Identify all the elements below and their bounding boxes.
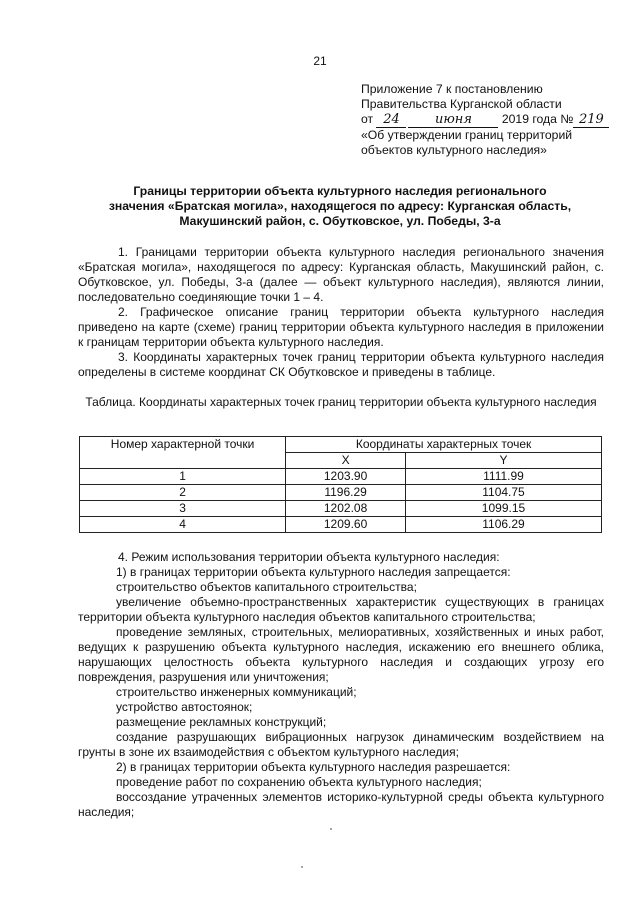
title-line-2: значения «Братская могила», находящегося по адресу: Курганская область,	[108, 199, 572, 213]
header-point-number: Номер характерной точки	[80, 437, 286, 469]
appendix-line-2: Правительства Курганской области	[361, 97, 562, 111]
coordinates-table	[79, 436, 602, 533]
cell-point: 2	[80, 485, 286, 501]
cell-x: 1196.29	[286, 485, 406, 501]
forbidden-item: создание разрушающих вибрационных нагрузок динамическим воздействием на грунты в зоне их взаимодействия с объектом культурного наследия;	[78, 730, 604, 759]
document-title	[88, 184, 592, 229]
intro-paragraphs	[78, 245, 604, 380]
allowed-heading: 2) в границах территории объекта культурного наследия разрешается:	[116, 760, 511, 774]
date-year: 2019 года №	[501, 112, 574, 126]
forbidden-heading: 1) в границах территории объекта культурного наследия запрещается:	[116, 565, 511, 579]
cell-point: 1	[80, 469, 286, 485]
forbidden-item: размещение рекламных конструкций;	[116, 715, 327, 729]
appendix-line-5: объектов культурного наследия»	[361, 143, 547, 157]
header-y: Y	[405, 453, 601, 469]
allowed-item: проведение работ по сохранению объекта культурного наследия;	[116, 775, 482, 789]
cell-x: 1209.60	[286, 517, 406, 533]
title-line-1: Границы территории объекта культурного наследия регионального	[133, 184, 547, 198]
forbidden-item: строительство объектов капитального строительства;	[116, 580, 417, 594]
date-prefix: от	[361, 112, 374, 126]
regime-heading: 4. Режим использования территории объекта культурного наследия:	[118, 550, 500, 564]
appendix-block	[361, 82, 611, 158]
cell-x: 1202.08	[286, 501, 406, 517]
paragraph-1: 1. Границами территории объекта культурного наследия регионального значения «Братская могила», находящегося по адресу: Курганская область, Макушинский район, с. Обутковское, ул. Победы, 3-а (далее — объект культурного наследия), являются линии, последовательно соединяющие точки 1 – 4.	[78, 245, 604, 304]
allowed-item: воссоздание утраченных элементов историко-культурной среды объекта культурного наследия;	[78, 790, 604, 819]
title-line-3: Макушинский район, с. Обутковское, ул. Победы, 3-а	[179, 214, 501, 228]
scan-speck	[330, 828, 332, 830]
scan-speck	[301, 866, 303, 868]
cell-x: 1203.90	[286, 469, 406, 485]
table-caption: Таблица. Координаты характерных точек границ территории объекта культурного наследия	[85, 395, 597, 409]
cell-y: 1104.75	[405, 485, 601, 501]
cell-y: 1106.29	[405, 517, 601, 533]
table-row	[80, 517, 602, 533]
cell-y: 1111.99	[405, 469, 601, 485]
table-row	[80, 485, 602, 501]
handwritten-month: июня	[408, 112, 498, 128]
forbidden-item: устройство автостоянок;	[116, 700, 253, 714]
paragraph-3: 3. Координаты характерных точек границ территории объекта культурного наследия определены в системе координат СК Обутковское и приведены в таблице.	[78, 350, 604, 379]
table-row	[80, 501, 602, 517]
forbidden-item: проведение земляных, строительных, мелиоративных, хозяйственных и иных работ, ведущих к разрушению объекта культурного наследия, искажению его внешнего облика, нарушающих целостность объекта культурного наследия и создающих угрозу его повреждения, разрушения или уничтожения;	[78, 625, 604, 684]
cell-y: 1099.15	[405, 501, 601, 517]
handwritten-doc-number: 219	[573, 112, 609, 128]
table-row	[80, 469, 602, 485]
appendix-line-4: «Об утверждении границ территорий	[361, 128, 573, 142]
paragraph-2: 2. Графическое описание границ территории объекта культурного наследия приведено на карте (схеме) границ территории объекта культурного наследия в приложении к границам территории объекта культурного наследия.	[78, 305, 604, 349]
cell-point: 3	[80, 501, 286, 517]
forbidden-item: строительство инженерных коммуникаций;	[116, 685, 357, 699]
forbidden-item: увеличение объемно-пространственных характеристик существующих в границах территории объекта культурного наследия объектов капитального строительства;	[78, 595, 604, 624]
header-coordinates: Координаты характерных точек	[286, 437, 602, 453]
cell-point: 4	[80, 517, 286, 533]
handwritten-day: 24	[376, 112, 406, 128]
appendix-date-line	[361, 112, 611, 128]
appendix-line-1: Приложение 7 к постановлению	[361, 82, 543, 96]
regime-section	[78, 550, 604, 820]
page-number: 21	[313, 54, 327, 68]
header-x: X	[286, 453, 406, 469]
